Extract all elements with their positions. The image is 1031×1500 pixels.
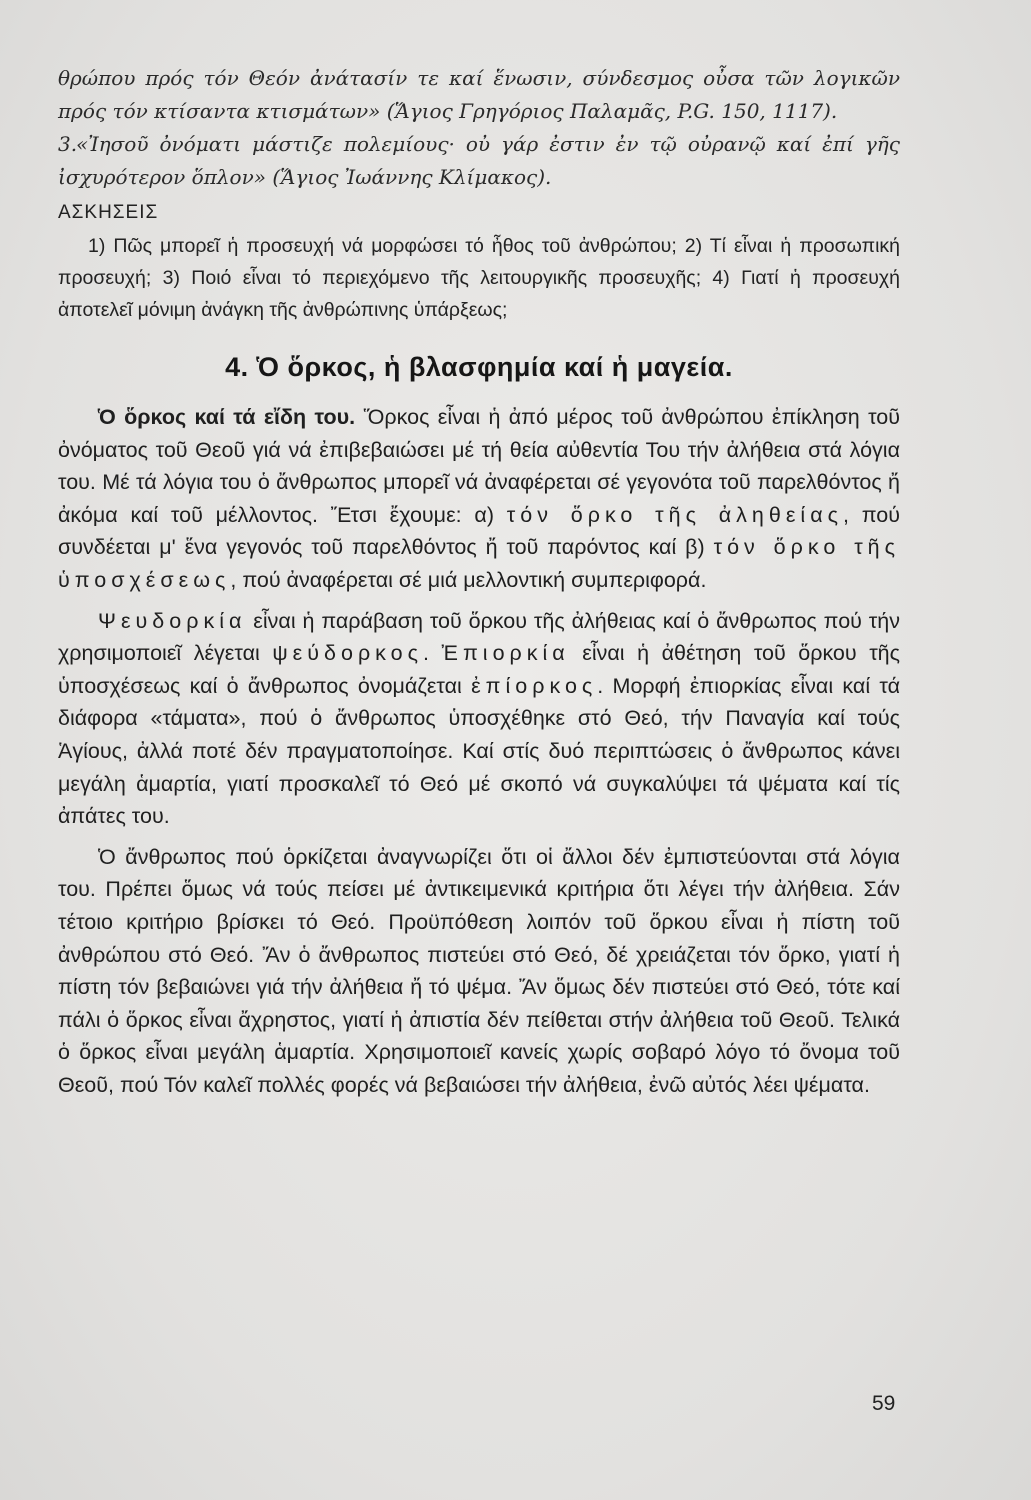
spaced-term: ἐπίορκος <box>471 673 598 698</box>
text-run: Ὅρκος εἶναι ἡ ἀπό μέρος τοῦ ἀνθρώπου ἐπίκληση τοῦ ὀνόματος τοῦ Θεοῦ γιά νά ἐπιβεβαιώσει μέ τή θεία αὐθεντία Του τήν ἀλήθεια στά λόγια του. Μέ τά λόγια του ὁ ἄνθρωπος μπορεῖ νά ἀναφέρεται σέ γεγονότα τοῦ παρελθόντος ἤ ἀκόμα καί τοῦ μέλλοντος. Ἔτσι ἔχουμε: α) <box>58 405 900 527</box>
section-title: 4. Ὁ ὅρκος, ἡ βλασφημία καί ἡ μαγεία. <box>225 352 733 382</box>
page-number: 59 <box>872 1392 896 1415</box>
spaced-term: Ἐπιορκία <box>441 641 570 666</box>
text-run: , πού ἀναφέρεται σέ μιά μελλοντική συμπεριφορά. <box>230 567 707 592</box>
paragraph-oath-types <box>58 401 900 597</box>
quote-item-3 <box>58 128 900 194</box>
quote-number: 3. <box>58 132 78 156</box>
text-run: . Μορφή ἐπιορκίας εἶναι καί τά διάφορα «τάματα», πού ὁ ἄνθρωπος ὑποσχέθηκε στό Θεό, τήν Παναγία καί τούς Ἁγίους, ἀλλά ποτέ δέν πραγματοποίησε. Καί στίς δυό περιπτώσεις ὁ ἄνθρωπος κάνει μεγάλη ἁμαρτία, γιατί προσκαλεῖ τό Θεό μέ σκοπό νά συγκαλύψει τά ψέματα καί τίς ἀπάτες του. <box>58 673 901 829</box>
spaced-term: τόν ὅρκο τῆς ὑποσχέσεως <box>58 535 901 592</box>
spaced-term: Ψευδορκία <box>98 608 247 633</box>
text-run: , πού συνδέεται μ' ἕνα γεγονός τοῦ παρελθόντος ἤ τοῦ παρόντος καί β) <box>58 502 900 560</box>
exercises-heading: ΑΣΚΗΣΕΙΣ <box>58 202 159 223</box>
quote-text: «Ἰησοῦ ὀνόματι μάστιζε πολεμίους· οὐ γάρ ἐστιν ἐν τῷ οὐρανῷ καί ἐπί γῆς ἰσχυρότερον ὅπλον» (Ἅγιος Ἰωάννης Κλίμακος). <box>58 132 900 189</box>
quote-continuation <box>58 62 900 128</box>
text-run: εἶναι ἡ παράβαση τοῦ ὅρκου τῆς ἀλήθειας καί ὁ ἄνθρωπος πού τήν χρησιμοποιεῖ λέγεται <box>58 608 900 666</box>
quote-text: θρώπου πρός τόν Θεόν ἀνάτασίν τε καί ἕνωσιν, σύνδεσμος οὖσα τῶν λογικῶν πρός τόν κτίσαντα κτισμάτων» (Ἅγιος Γρηγόριος Παλαμᾶς, P.G. 150, 1117). <box>58 66 900 123</box>
text-run: εἶναι ἡ ἀθέτηση τοῦ ὅρκου τῆς ὑποσχέσεως καί ὁ ἄνθρωπος ὀνομάζεται <box>58 641 901 698</box>
spaced-term: ψεύδορκος <box>272 641 423 666</box>
paragraph-perjury <box>58 605 900 833</box>
text-run: . <box>422 641 442 666</box>
section-body <box>58 401 900 1101</box>
text-column <box>58 62 900 1109</box>
exercises-text: 1) Πῶς μπορεῖ ἡ προσευχή νά μορφώσει τό ἦθος τοῦ ἀνθρώπου; 2) Τί εἶναι ἡ προσωπική προσευχή; 3) Ποιό εἶναι τό περιεχόμενο τῆς λειτουργικῆς προσευχῆς; 4) Γιατί ἡ προσευχή ἀποτελεῖ μόνιμη ἀνάγκη τῆς ἀνθρώπινης ὑπάρξεως; <box>58 235 900 321</box>
spaced-term: τόν ὅρκο τῆς ἀληθείας <box>506 502 843 527</box>
paragraph-oath-faith: Ὁ ἄνθρωπος πού ὁρκίζεται ἀναγνωρίζει ὅτι οἱ ἄλλοι δέν ἐμπιστεύονται στά λόγια του. Πρέπει ὅμως νά τούς πείσει μέ ἀντικειμενικά κριτήρια ὅτι λέγει τήν ἀλήθεια. Σάν τέτοιο κριτήριο βρίσκει τό Θεό. Προϋπόθεση λοιπόν τοῦ ὅρκου εἶναι ἡ πίστη τοῦ ἀνθρώπου στό Θεό. Ἄν ὁ ἄνθρωπος πιστεύει στό Θεό, δέ χρειάζεται τόν ὅρκο, γιατί ἡ πίστη τόν βεβαιώνει γιά τήν ἀλήθεια ἤ τό ψέμα. Ἄν ὅμως δέν πιστεύει στό Θεό, τότε καί πάλι ὁ ὅρκος εἶναι ἄχρηστος, γιατί ἡ ἀπιστία δέν πείθεται στήν ἀλήθεια τοῦ Θεοῦ. Τελικά ὁ ὅρκος εἶναι μεγάλη ἁμαρτία. Χρησιμοποιεῖ κανείς χωρίς σοβαρό λόγο τό ὄνομα τοῦ Θεοῦ, πού Τόν καλεῖ πολλές φορές νά βεβαιώσει τήν ἀλήθεια, ἐνῶ αὐτός λέει ψέματα. <box>58 844 900 1097</box>
paragraph-lead: Ὁ ὅρκος καί τά εἴδη του. <box>98 405 356 429</box>
